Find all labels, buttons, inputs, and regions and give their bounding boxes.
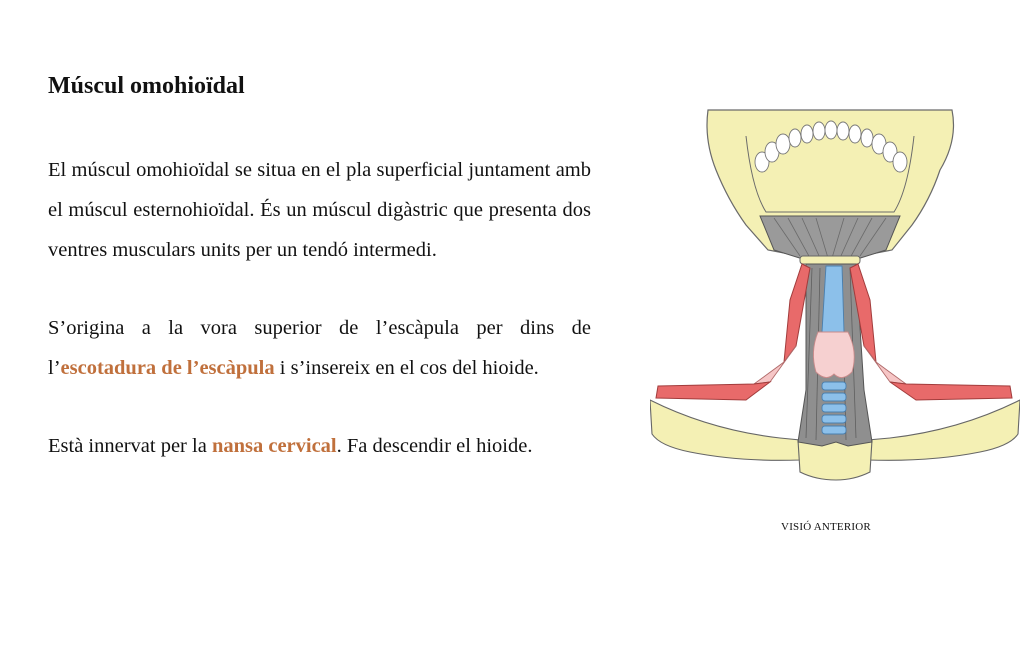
paragraph-description <box>48 150 591 270</box>
link-escotadura-escapula[interactable]: escotadura de l’escàpula <box>60 357 275 379</box>
paragraph-text: . Fa descendir el hioide. <box>336 435 533 457</box>
mylohyoid-muscles <box>760 216 900 260</box>
omohyoid-inferior-belly-left <box>656 382 770 400</box>
paragraph-text: El múscul omohioïdal se situa en el pla superficial juntament amb el múscul esternohioïdal. És un múscul digàstric que presenta dos ventres musculars units per un tendó intermedi. <box>48 159 591 261</box>
omohyoid-inferior-belly-right <box>890 382 1012 400</box>
clavicle-right <box>868 400 1020 460</box>
page-title: Múscul omohioïdal <box>48 73 245 99</box>
paragraph-text: i s’insereix en el cos del hioide. <box>274 357 539 379</box>
sternum <box>798 440 872 480</box>
link-nansa-cervical[interactable]: nansa cervical <box>211 435 337 457</box>
paragraph-innervation <box>48 426 591 466</box>
trachea <box>822 266 844 332</box>
anatomy-illustration <box>650 100 1024 540</box>
tracheal-rings <box>822 382 846 434</box>
thyroid-gland <box>813 332 854 378</box>
paragraph-origin <box>48 308 591 388</box>
paragraph-text: Està innervat per la <box>48 435 212 457</box>
figure-caption: VISIÓ ANTERIOR <box>781 521 871 533</box>
clavicle-left <box>650 400 800 460</box>
hyoid-bone <box>800 256 860 264</box>
paragraph-text: S’origina a la vora superior de l’escàpula per dins de l’ <box>48 317 591 379</box>
text-column <box>48 68 591 466</box>
neck-anterior-view-svg <box>650 100 1020 500</box>
